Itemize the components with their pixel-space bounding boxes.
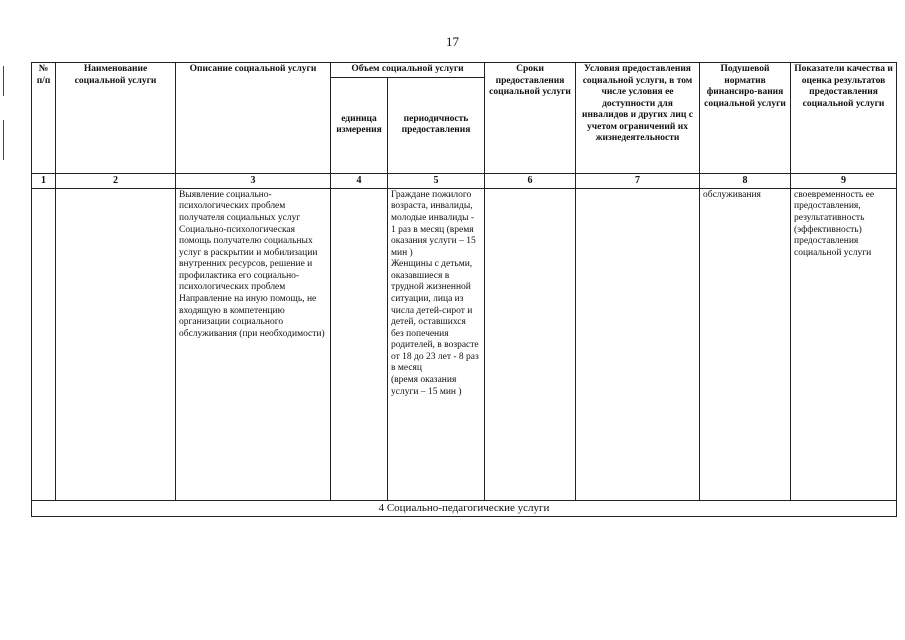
cell-service-name	[56, 188, 176, 500]
services-table	[31, 62, 897, 517]
table-row	[32, 188, 897, 500]
cell-number	[32, 188, 56, 500]
cell-description	[176, 188, 331, 500]
header-row	[32, 63, 897, 78]
page-number: 17	[446, 34, 459, 49]
header-service-name: Наименование социальной услуги	[56, 63, 176, 174]
description-line: Направление на иную помощь, не входящую в компетенцию организации социального обслуживания (при необходимости)	[179, 293, 325, 339]
header-periodicity: периодичность предоставления	[388, 77, 485, 173]
column-number-row	[32, 173, 897, 188]
header-quality-indicators: Показатели качества и оценка результатов предоставления социальной услуги	[791, 63, 897, 174]
column-number: 1	[32, 173, 56, 188]
column-number: 8	[700, 173, 791, 188]
section-row	[32, 500, 897, 516]
column-number: 6	[485, 173, 576, 188]
cell-per-capita-norm: обслуживания	[700, 188, 791, 500]
cell-terms	[485, 188, 576, 500]
section-title: 4 Социально-педагогические услуги	[32, 500, 897, 516]
column-number: 7	[576, 173, 700, 188]
header-volume-group: Объем социальной услуги	[331, 63, 485, 78]
periodicity-line: Женщины с детьми, оказавшиеся в трудной жизненной ситуации, лица из числа детей-сирот и детей, оставшихся без попечения родителей, в возрасте от 18 до 23 лет - 8 раз в месяц	[391, 259, 479, 374]
column-number: 2	[56, 173, 176, 188]
column-number: 3	[176, 173, 331, 188]
header-service-description: Описание социальной услуги	[176, 63, 331, 174]
description-line: Социально-психологическая помощь получателю социальных услуг в раскрытии и мобилизации внутренних ресурсов, решение и профилактика его социально-психологических проблем	[179, 224, 318, 293]
header-number: № п/п	[32, 63, 56, 174]
cell-conditions	[576, 188, 700, 500]
column-number: 4	[331, 173, 388, 188]
periodicity-line: (время оказания услуги – 15 мин )	[391, 375, 462, 397]
header-per-capita-norm: Подушевой норматив финансиро-вания социальной услуги	[700, 63, 791, 174]
column-number: 5	[388, 173, 485, 188]
periodicity-line: Граждане пожилого возраста, инвалиды, молодые инвалиды - 1 раз в месяц (время оказания услуги – 15 мин )	[391, 189, 476, 258]
cell-periodicity	[388, 188, 485, 500]
cell-quality-indicators: своевременность ее предоставления, результативность (эффективность) предоставления социальной услуги	[791, 188, 897, 500]
header-terms: Сроки предоставления социальной услуги	[485, 63, 576, 174]
header-conditions: Условия предоставления социальной услуги, в том числе условия ее доступности для инвалидов и других лиц с учетом ограничений их жизнедеятельности	[576, 63, 700, 174]
cell-unit	[331, 188, 388, 500]
description-line: Выявление социально-психологических проблем получателя социальных услуг	[179, 189, 301, 223]
scan-margin-mark	[3, 120, 4, 160]
column-number: 9	[791, 173, 897, 188]
scan-margin-mark	[3, 66, 4, 96]
header-unit: единица измерения	[331, 77, 388, 173]
